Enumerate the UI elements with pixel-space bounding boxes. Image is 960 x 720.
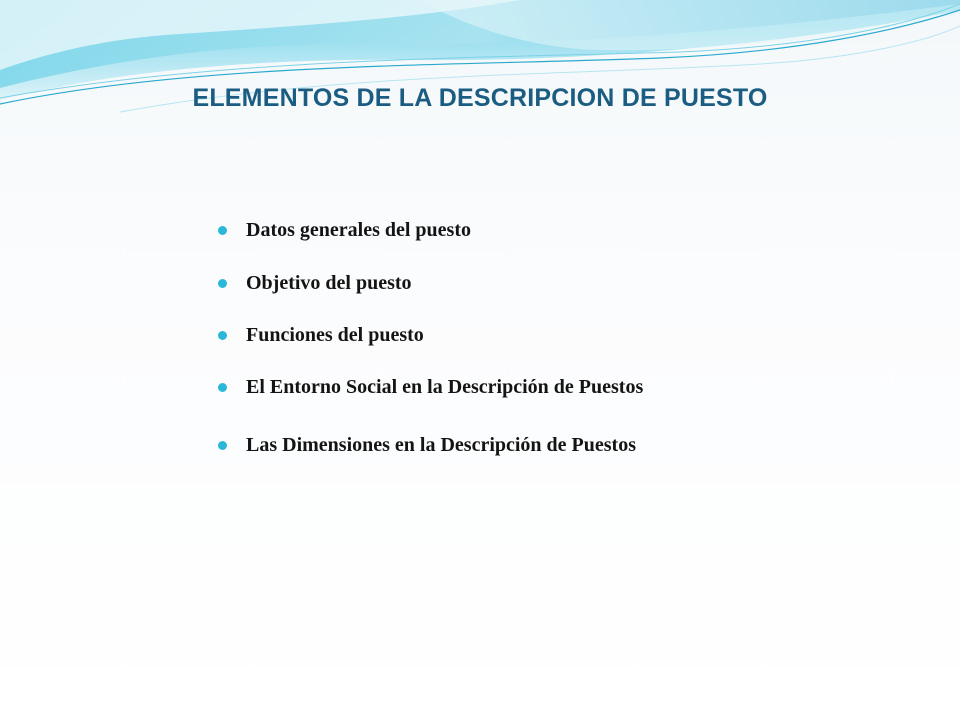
bullet-icon — [218, 383, 227, 392]
bullet-text: Datos generales del puesto — [246, 219, 471, 241]
bullet-icon — [218, 441, 227, 450]
bullet-icon — [218, 226, 227, 235]
bullet-text: Funciones del puesto — [246, 324, 424, 346]
bullet-icon — [218, 279, 227, 288]
bullet-text: Las Dimensiones en la Descripción de Puestos — [246, 434, 636, 456]
bullet-text: Objetivo del puesto — [246, 272, 412, 294]
bullet-icon — [218, 331, 227, 340]
bullet-text: El Entorno Social en la Descripción de Puestos — [246, 376, 644, 398]
slide-title: ELEMENTOS DE LA DESCRIPCION DE PUESTO — [192, 84, 768, 112]
